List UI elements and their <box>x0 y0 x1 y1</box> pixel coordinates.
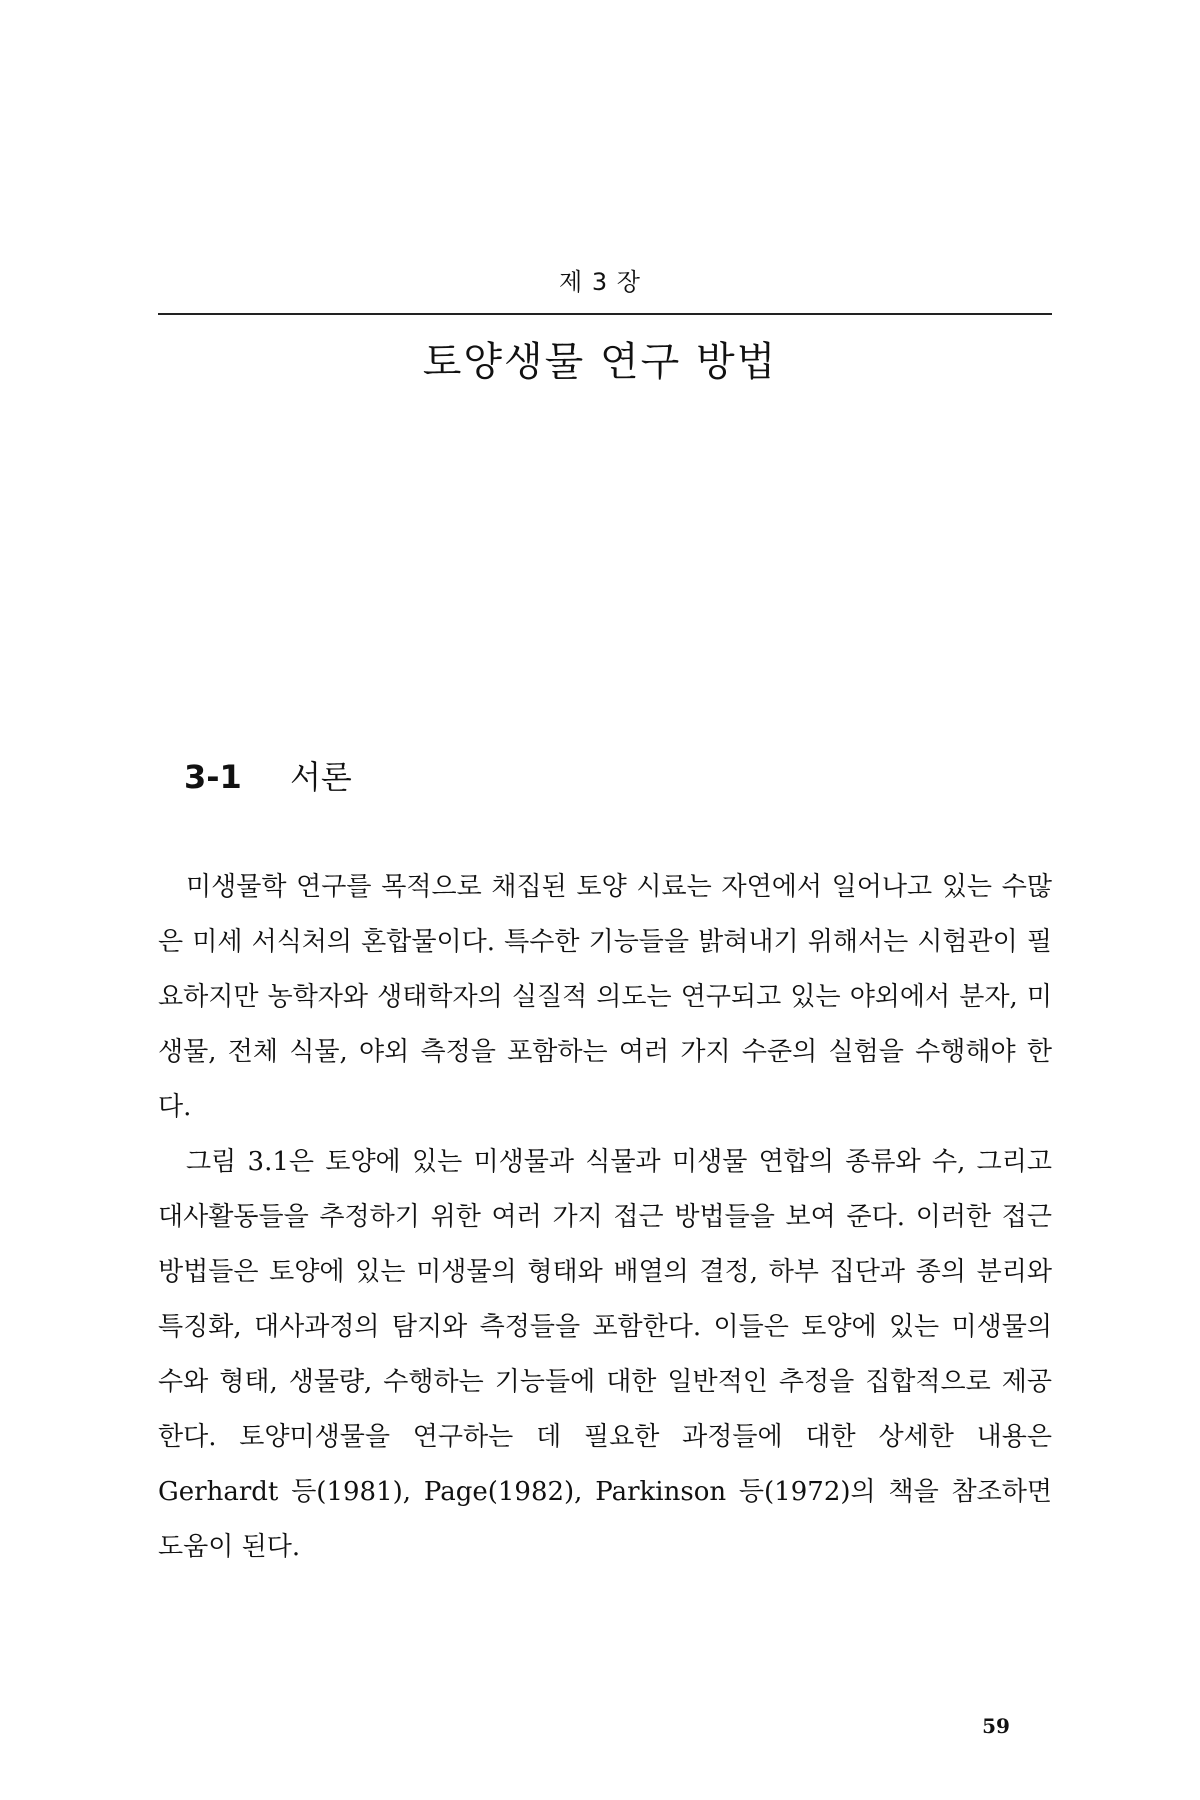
chapter-title: 토양생물 연구 방법 <box>422 339 778 385</box>
chapter-divider <box>158 313 1052 315</box>
section-number: 3-1 <box>184 758 242 796</box>
section-title: 서론 <box>289 758 352 796</box>
paragraph: 그림 3.1은 토양에 있는 미생물과 식물과 미생물 연합의 종류와 수, 그리고 대사활동들을 추정하기 위한 여러 가지 접근 방법들을 보여 준다. 이러한 접근 방법들은 토양에 있는 미생물의 형태와 배열의 결정, 하부 집단과 종의 분리와 특징화, 대사과정의 탐지와 측정들을 포함한다. 이들은 토양에 있는 미생물의 수와 형태, 생물량, 수행하는 기능들에 대한 일반적인 추정을 집합적으로 제공한다. 토양미생물을 연구하는 데 필요한 과정들에 대한 상세한 내용은 Gerhardt 등(1981), Page(1982), Parkinson 등(1972)의 책을 참조하면 도움이 된다. <box>158 1147 1052 1562</box>
section-heading <box>184 752 352 798</box>
chapter-label: 제 3 장 <box>559 268 641 296</box>
page-number: 59 <box>982 1714 1010 1738</box>
body-text <box>158 860 1052 1575</box>
paragraph: 미생물학 연구를 목적으로 채집된 토양 시료는 자연에서 일어나고 있는 수많은 미세 서식처의 혼합물이다. 특수한 기능들을 밝혀내기 위해서는 시험관이 필요하지만 농학자와 생태학자의 실질적 의도는 연구되고 있는 야외에서 분자, 미생물, 전체 식물, 야외 측정을 포함하는 여러 가지 수준의 실험을 수행해야 한다. <box>158 872 1052 1122</box>
